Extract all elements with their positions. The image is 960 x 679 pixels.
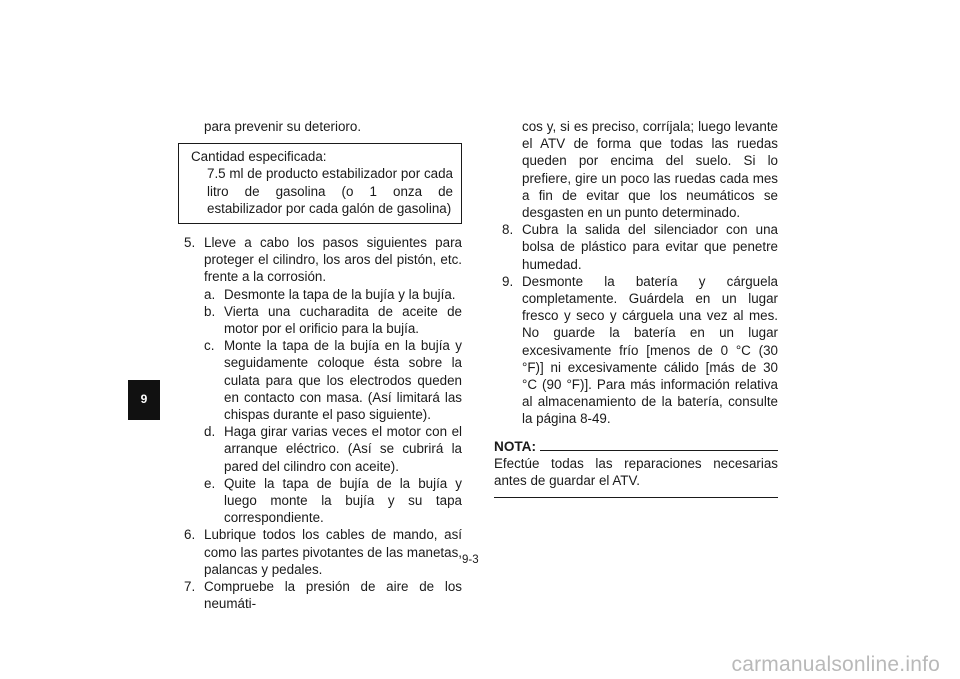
list-item-6	[176, 526, 462, 578]
note-end-rule	[494, 497, 778, 498]
item-number: 5.	[184, 235, 196, 251]
note-header	[494, 438, 778, 455]
item-number: 7.	[184, 579, 196, 595]
watermark: carmanualsonline.info	[731, 652, 940, 676]
sub-item-d	[176, 423, 462, 475]
sub-item-letter: b.	[204, 303, 216, 319]
list-item-8	[494, 221, 778, 273]
item-text: Desmonte la batería y cárguela completamente. Guárdela en un lugar fresco y seco y cárguela una vez al mes. No guarde la batería en un lugar excesivamente frío [menos de 0 °C (30 °F)] ni excesivamente cálido [más de 30 °C (90 °F)]. Para más información relativa al almacenamiento de la batería, consulte la página 8-49.	[522, 273, 778, 427]
note-label: NOTA:	[494, 438, 537, 454]
sub-item-text: Monte la tapa de la bujía en la bujía y seguidamente coloque ésta sobre la culata para que los electrodos queden en contacto con masa. (Así limitará las chispas durante el paso siguiente).	[224, 338, 462, 423]
item-text: Compruebe la presión de aire de los neumáti-	[204, 579, 462, 612]
chapter-tab-number: 9	[140, 392, 148, 407]
list-item-7	[176, 578, 462, 612]
item-text: Lubrique todos los cables de mando, así como las partes pivotantes de las manetas, palancas y pedales.	[204, 527, 462, 577]
item-number: 6.	[184, 527, 196, 543]
item-number: 8.	[502, 222, 514, 238]
continued-text: cos y, si es preciso, corríjala; luego levante el ATV de forma que todas las ruedas queden por encima del suelo. Si lo prefiere, gire un poco las ruedas cada mes a fin de evitar que los neumáticos se desgasten en un punto determinado.	[522, 119, 778, 221]
list-item-5	[176, 234, 462, 286]
sub-item-letter: c.	[204, 338, 215, 354]
sub-item-a	[176, 286, 462, 303]
page-number: 9-3	[462, 554, 479, 566]
right-column	[494, 118, 778, 498]
sub-item-letter: a.	[204, 286, 216, 302]
sub-item-e	[176, 475, 462, 527]
specification-box	[178, 143, 462, 224]
sub-item-c	[176, 337, 462, 423]
spec-title: Cantidad especificada:	[191, 149, 327, 165]
sub-item-text: Vierta una cucharadita de aceite de motor por el orificio para la bujía.	[224, 303, 462, 337]
intro-text: para prevenir su deterioro.	[204, 119, 362, 134]
sub-item-text: Quite la tapa de bujía de la bujía y luego monte la bujía y su tapa correspondiente.	[224, 475, 462, 526]
sub-item-text: Haga girar varias veces el motor con el arranque eléctrico. (Así se cubrirá la pared del cilindro con aceite).	[224, 424, 462, 474]
list-item-9	[494, 273, 778, 428]
item-number: 9.	[502, 273, 514, 289]
note-text: Efectúe todas las reparaciones necesarias antes de guardar el ATV.	[494, 455, 778, 489]
sub-item-letter: e.	[204, 475, 216, 491]
sub-item-letter: d.	[204, 424, 216, 440]
chapter-tab	[128, 380, 160, 420]
item-text: Cubra la salida del silenciador con una bolsa de plástico para evitar que penetre humedad.	[522, 222, 778, 272]
item-text: Lleve a cabo los pasos siguientes para proteger el cilindro, los aros del pistón, etc. frente a la corrosión.	[204, 235, 462, 285]
sub-item-text: Desmonte la tapa de la bujía y la bujía.	[224, 286, 456, 302]
sub-item-b	[176, 303, 462, 337]
spec-body: 7.5 ml de producto estabilizador por cada litro de gasolina (o 1 onza de estabilizador por cada galón de gasolina)	[207, 166, 453, 216]
note-rule	[540, 450, 778, 451]
left-column	[176, 118, 462, 612]
